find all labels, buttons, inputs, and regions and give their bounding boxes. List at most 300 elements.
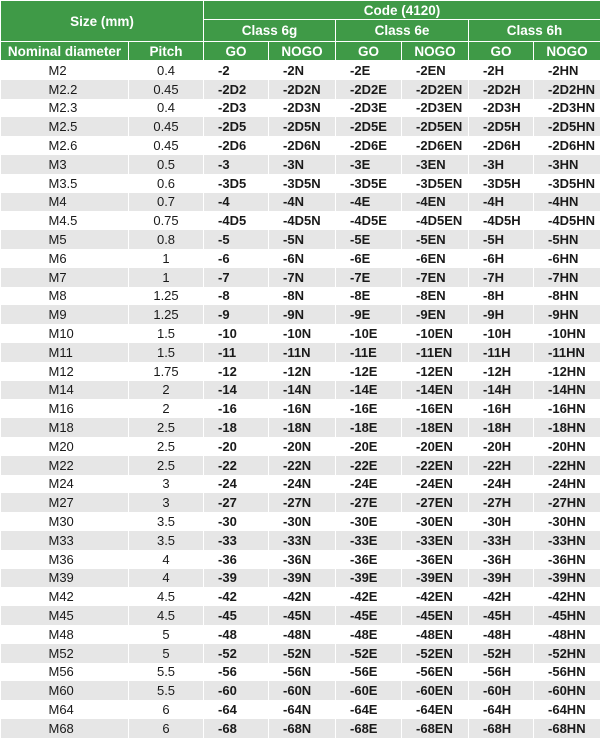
pitch-cell: 5.5 <box>129 681 204 700</box>
nogo-6g-cell: -48N <box>269 625 336 644</box>
go-6g-cell: -14 <box>204 381 269 400</box>
nogo-6h-cell: -12HN <box>534 362 600 381</box>
go-6e-cell: -11E <box>336 343 402 362</box>
nominal-diameter-cell: M24 <box>1 475 129 494</box>
nominal-diameter-cell: M4.5 <box>1 211 129 230</box>
table-row <box>1 569 600 588</box>
nominal-diameter-cell: M8 <box>1 287 129 306</box>
go-6e-cell: -10E <box>336 324 402 343</box>
nogo-6e-cell: -3D5EN <box>402 174 469 193</box>
table-row <box>1 80 600 99</box>
pitch-cell: 0.8 <box>129 230 204 249</box>
nogo-6g-cell: -45N <box>269 606 336 625</box>
nominal-diameter-cell: M56 <box>1 663 129 682</box>
go-6e-cell: -64E <box>336 700 402 719</box>
nominal-diameter-cell: M45 <box>1 606 129 625</box>
table-row <box>1 230 600 249</box>
nogo-6g-cell: -68N <box>269 719 336 738</box>
go-6h-cell: -8H <box>469 287 534 306</box>
nogo-6h-cell: -24HN <box>534 475 600 494</box>
go-6h-cell: -42H <box>469 587 534 606</box>
table-row <box>1 174 600 193</box>
go-6h-cell: -27H <box>469 493 534 512</box>
pitch-cell: 2 <box>129 381 204 400</box>
go-6e-cell: -42E <box>336 587 402 606</box>
go-6h-cell: -22H <box>469 456 534 475</box>
go-6e-cell: -24E <box>336 475 402 494</box>
go-6g-cell: -36 <box>204 550 269 569</box>
nogo-6e-cell: -39EN <box>402 569 469 588</box>
nogo-6e-cell: -27EN <box>402 493 469 512</box>
go-6e-cell: -2E <box>336 61 402 80</box>
nominal-diameter-cell: M2 <box>1 61 129 80</box>
nogo-6h-cell: -52HN <box>534 644 600 663</box>
pitch-cell: 2 <box>129 399 204 418</box>
table-row <box>1 117 600 136</box>
nogo-6e-cell: -4D5EN <box>402 211 469 230</box>
go-6h-cell: -36H <box>469 550 534 569</box>
go-6e-cell: -39E <box>336 569 402 588</box>
nominal-diameter-cell: M60 <box>1 681 129 700</box>
nogo-6g-cell: -2D5N <box>269 117 336 136</box>
pitch-cell: 1.25 <box>129 287 204 306</box>
nogo-6g-cell: -60N <box>269 681 336 700</box>
nominal-diameter-cell: M33 <box>1 531 129 550</box>
nogo-6e-cell: -52EN <box>402 644 469 663</box>
table-row <box>1 155 600 174</box>
nogo-6h-cell: -14HN <box>534 381 600 400</box>
nogo-6e-cell: -16EN <box>402 399 469 418</box>
nogo-6e-cell: -2EN <box>402 61 469 80</box>
nogo-6g-cell: -5N <box>269 230 336 249</box>
go-6h-cell: -2D3H <box>469 99 534 118</box>
nogo-6g-cell: -36N <box>269 550 336 569</box>
go-6g-cell: -11 <box>204 343 269 362</box>
pitch-cell: 1.25 <box>129 305 204 324</box>
go-6g-header: GO <box>204 42 269 61</box>
nogo-6g-cell: -22N <box>269 456 336 475</box>
nogo-6e-cell: -22EN <box>402 456 469 475</box>
go-6e-cell: -12E <box>336 362 402 381</box>
nogo-6g-cell: -16N <box>269 399 336 418</box>
pitch-cell: 0.45 <box>129 117 204 136</box>
go-6h-cell: -30H <box>469 512 534 531</box>
go-6e-cell: -2D6E <box>336 136 402 155</box>
go-6g-cell: -39 <box>204 569 269 588</box>
nominal-diameter-cell: M68 <box>1 719 129 738</box>
go-6g-cell: -2D2 <box>204 80 269 99</box>
nogo-6e-cell: -24EN <box>402 475 469 494</box>
nominal-diameter-cell: M6 <box>1 249 129 268</box>
go-6e-cell: -4D5E <box>336 211 402 230</box>
nominal-diameter-cell: M36 <box>1 550 129 569</box>
pitch-cell: 6 <box>129 700 204 719</box>
table-row <box>1 193 600 212</box>
go-6h-cell: -4H <box>469 193 534 212</box>
table-row <box>1 456 600 475</box>
pitch-cell: 0.45 <box>129 136 204 155</box>
go-6e-cell: -52E <box>336 644 402 663</box>
go-6g-cell: -6 <box>204 249 269 268</box>
nominal-diameter-cell: M3.5 <box>1 174 129 193</box>
go-6e-cell: -68E <box>336 719 402 738</box>
go-6e-cell: -45E <box>336 606 402 625</box>
nogo-6g-cell: -7N <box>269 268 336 287</box>
go-6e-cell: -3E <box>336 155 402 174</box>
nogo-6h-cell: -30HN <box>534 512 600 531</box>
go-6g-cell: -16 <box>204 399 269 418</box>
pitch-cell: 4.5 <box>129 606 204 625</box>
nogo-6h-cell: -27HN <box>534 493 600 512</box>
go-6g-cell: -42 <box>204 587 269 606</box>
table-row <box>1 268 600 287</box>
go-6e-cell: -33E <box>336 531 402 550</box>
pitch-cell: 0.75 <box>129 211 204 230</box>
nogo-6h-cell: -39HN <box>534 569 600 588</box>
go-6h-cell: -9H <box>469 305 534 324</box>
nominal-diameter-cell: M14 <box>1 381 129 400</box>
nogo-6h-cell: -18HN <box>534 418 600 437</box>
table-row <box>1 531 600 550</box>
go-6h-cell: -2D2H <box>469 80 534 99</box>
nogo-6e-cell: -8EN <box>402 287 469 306</box>
pitch-header: Pitch <box>129 42 204 61</box>
code-header: Code (4120) <box>204 1 600 20</box>
nogo-6h-cell: -3HN <box>534 155 600 174</box>
pitch-cell: 1 <box>129 249 204 268</box>
pitch-cell: 2.5 <box>129 456 204 475</box>
go-6g-cell: -9 <box>204 305 269 324</box>
go-6h-cell: -64H <box>469 700 534 719</box>
go-6h-cell: -7H <box>469 268 534 287</box>
go-6e-cell: -18E <box>336 418 402 437</box>
nogo-6e-cell: -12EN <box>402 362 469 381</box>
nogo-6g-cell: -4D5N <box>269 211 336 230</box>
class-6e-header: Class 6e <box>336 20 469 42</box>
table-row <box>1 211 600 230</box>
go-6h-cell: -2D6H <box>469 136 534 155</box>
pitch-cell: 4 <box>129 550 204 569</box>
nominal-diameter-cell: M27 <box>1 493 129 512</box>
table-row <box>1 606 600 625</box>
nogo-6g-cell: -11N <box>269 343 336 362</box>
nogo-6h-cell: -3D5HN <box>534 174 600 193</box>
go-6e-cell: -6E <box>336 249 402 268</box>
go-6h-cell: -33H <box>469 531 534 550</box>
nominal-diameter-cell: M30 <box>1 512 129 531</box>
nogo-6h-cell: -8HN <box>534 287 600 306</box>
table-row <box>1 305 600 324</box>
go-6g-cell: -30 <box>204 512 269 531</box>
table-row <box>1 399 600 418</box>
go-6h-cell: -3H <box>469 155 534 174</box>
go-6e-cell: -8E <box>336 287 402 306</box>
go-6e-cell: -30E <box>336 512 402 531</box>
nogo-6h-cell: -2D6HN <box>534 136 600 155</box>
go-6g-cell: -22 <box>204 456 269 475</box>
nogo-6g-cell: -24N <box>269 475 336 494</box>
go-6g-cell: -60 <box>204 681 269 700</box>
pitch-cell: 3 <box>129 475 204 494</box>
go-6g-cell: -2D6 <box>204 136 269 155</box>
go-6e-cell: -14E <box>336 381 402 400</box>
go-6h-cell: -16H <box>469 399 534 418</box>
nogo-6h-cell: -60HN <box>534 681 600 700</box>
go-6g-cell: -56 <box>204 663 269 682</box>
pitch-cell: 5 <box>129 625 204 644</box>
nogo-6h-cell: -36HN <box>534 550 600 569</box>
go-6h-cell: -12H <box>469 362 534 381</box>
go-6h-cell: -68H <box>469 719 534 738</box>
nogo-6g-cell: -8N <box>269 287 336 306</box>
nogo-6g-cell: -3N <box>269 155 336 174</box>
nominal-diameter-cell: M64 <box>1 700 129 719</box>
go-6e-cell: -7E <box>336 268 402 287</box>
go-6h-cell: -52H <box>469 644 534 663</box>
nogo-6h-cell: -33HN <box>534 531 600 550</box>
nogo-6g-cell: -2D3N <box>269 99 336 118</box>
go-6g-cell: -24 <box>204 475 269 494</box>
nominal-diameter-cell: M20 <box>1 437 129 456</box>
nogo-6e-cell: -9EN <box>402 305 469 324</box>
go-6h-cell: -39H <box>469 569 534 588</box>
go-6h-cell: -45H <box>469 606 534 625</box>
nogo-6e-cell: -10EN <box>402 324 469 343</box>
nogo-6g-cell: -30N <box>269 512 336 531</box>
nogo-6e-cell: -2D6EN <box>402 136 469 155</box>
nogo-6g-cell: -14N <box>269 381 336 400</box>
nogo-6e-cell: -18EN <box>402 418 469 437</box>
go-6g-cell: -10 <box>204 324 269 343</box>
pitch-cell: 6 <box>129 719 204 738</box>
pitch-cell: 1 <box>129 268 204 287</box>
nogo-6e-cell: -48EN <box>402 625 469 644</box>
table-row <box>1 437 600 456</box>
go-6g-cell: -4D5 <box>204 211 269 230</box>
nogo-6e-cell: -11EN <box>402 343 469 362</box>
nominal-diameter-cell: M2.6 <box>1 136 129 155</box>
go-6g-cell: -2D5 <box>204 117 269 136</box>
nogo-6h-cell: -2D5HN <box>534 117 600 136</box>
pitch-cell: 4.5 <box>129 587 204 606</box>
table-row <box>1 700 600 719</box>
nogo-6g-cell: -33N <box>269 531 336 550</box>
nogo-6h-cell: -20HN <box>534 437 600 456</box>
table-body <box>1 61 600 738</box>
go-6g-cell: -48 <box>204 625 269 644</box>
go-6g-cell: -3D5 <box>204 174 269 193</box>
go-6h-cell: -18H <box>469 418 534 437</box>
nogo-6g-header: NOGO <box>269 42 336 61</box>
class-6h-header: Class 6h <box>469 20 600 42</box>
go-6h-cell: -14H <box>469 381 534 400</box>
nominal-diameter-cell: M11 <box>1 343 129 362</box>
go-6g-cell: -5 <box>204 230 269 249</box>
go-6h-cell: -11H <box>469 343 534 362</box>
nominal-diameter-cell: M16 <box>1 399 129 418</box>
pitch-cell: 1.75 <box>129 362 204 381</box>
nogo-6h-cell: -7HN <box>534 268 600 287</box>
pitch-cell: 2.5 <box>129 418 204 437</box>
go-6e-cell: -4E <box>336 193 402 212</box>
go-6g-cell: -4 <box>204 193 269 212</box>
pitch-cell: 5 <box>129 644 204 663</box>
go-6h-cell: -4D5H <box>469 211 534 230</box>
nogo-6h-cell: -48HN <box>534 625 600 644</box>
table-row <box>1 493 600 512</box>
nogo-6h-cell: -22HN <box>534 456 600 475</box>
go-6g-cell: -2D3 <box>204 99 269 118</box>
nogo-6e-cell: -68EN <box>402 719 469 738</box>
table-row <box>1 343 600 362</box>
table-row <box>1 512 600 531</box>
nogo-6h-cell: -11HN <box>534 343 600 362</box>
table-row <box>1 381 600 400</box>
nogo-6g-cell: -18N <box>269 418 336 437</box>
nogo-6h-cell: -2D3HN <box>534 99 600 118</box>
go-6g-cell: -7 <box>204 268 269 287</box>
go-6h-cell: -24H <box>469 475 534 494</box>
nominal-diameter-cell: M9 <box>1 305 129 324</box>
go-6e-cell: -5E <box>336 230 402 249</box>
nominal-diameter-cell: M52 <box>1 644 129 663</box>
nogo-6g-cell: -4N <box>269 193 336 212</box>
nogo-6e-cell: -64EN <box>402 700 469 719</box>
go-6g-cell: -64 <box>204 700 269 719</box>
nogo-6e-cell: -14EN <box>402 381 469 400</box>
pitch-cell: 0.45 <box>129 80 204 99</box>
table-row <box>1 249 600 268</box>
go-6e-cell: -2D3E <box>336 99 402 118</box>
nominal-diameter-cell: M48 <box>1 625 129 644</box>
go-6e-cell: -20E <box>336 437 402 456</box>
go-6h-cell: -6H <box>469 249 534 268</box>
go-6g-cell: -2 <box>204 61 269 80</box>
pitch-cell: 3 <box>129 493 204 512</box>
nominal-diameter-cell: M5 <box>1 230 129 249</box>
nominal-diameter-header: Nominal diameter <box>1 42 129 61</box>
nogo-6e-cell: -42EN <box>402 587 469 606</box>
nogo-6e-cell: -60EN <box>402 681 469 700</box>
nogo-6h-cell: -56HN <box>534 663 600 682</box>
nogo-6g-cell: -2N <box>269 61 336 80</box>
nogo-6e-cell: -6EN <box>402 249 469 268</box>
go-6e-cell: -60E <box>336 681 402 700</box>
nogo-6h-cell: -42HN <box>534 587 600 606</box>
nogo-6g-cell: -3D5N <box>269 174 336 193</box>
go-6h-cell: -2D5H <box>469 117 534 136</box>
go-6e-cell: -9E <box>336 305 402 324</box>
table-row <box>1 625 600 644</box>
table-row <box>1 99 600 118</box>
nominal-diameter-cell: M12 <box>1 362 129 381</box>
table-row <box>1 136 600 155</box>
table-row <box>1 644 600 663</box>
nogo-6g-cell: -9N <box>269 305 336 324</box>
nogo-6e-cell: -2D2EN <box>402 80 469 99</box>
go-6g-cell: -33 <box>204 531 269 550</box>
go-6g-cell: -8 <box>204 287 269 306</box>
nominal-diameter-cell: M39 <box>1 569 129 588</box>
go-6e-cell: -48E <box>336 625 402 644</box>
nogo-6g-cell: -10N <box>269 324 336 343</box>
nogo-6g-cell: -20N <box>269 437 336 456</box>
table-row <box>1 550 600 569</box>
pitch-cell: 3.5 <box>129 531 204 550</box>
nogo-6g-cell: -42N <box>269 587 336 606</box>
nogo-6h-cell: -16HN <box>534 399 600 418</box>
size-header: Size (mm) <box>1 1 204 42</box>
nominal-diameter-cell: M2.3 <box>1 99 129 118</box>
go-6h-cell: -3D5H <box>469 174 534 193</box>
go-6h-cell: -56H <box>469 663 534 682</box>
go-6g-cell: -68 <box>204 719 269 738</box>
table-row <box>1 475 600 494</box>
pitch-cell: 0.7 <box>129 193 204 212</box>
go-6e-cell: -56E <box>336 663 402 682</box>
pitch-cell: 5.5 <box>129 663 204 682</box>
nogo-6h-cell: -4HN <box>534 193 600 212</box>
go-6e-cell: -2D5E <box>336 117 402 136</box>
nogo-6g-cell: -39N <box>269 569 336 588</box>
pitch-cell: 0.4 <box>129 61 204 80</box>
pitch-cell: 0.5 <box>129 155 204 174</box>
nogo-6g-cell: -52N <box>269 644 336 663</box>
nogo-6e-cell: -2D5EN <box>402 117 469 136</box>
nogo-6e-cell: -4EN <box>402 193 469 212</box>
class-6g-header: Class 6g <box>204 20 336 42</box>
nogo-6h-cell: -68HN <box>534 719 600 738</box>
nominal-diameter-cell: M7 <box>1 268 129 287</box>
table-row <box>1 362 600 381</box>
pitch-cell: 0.4 <box>129 99 204 118</box>
table-row <box>1 61 600 80</box>
nominal-diameter-cell: M3 <box>1 155 129 174</box>
nogo-6g-cell: -2D2N <box>269 80 336 99</box>
pitch-cell: 1.5 <box>129 343 204 362</box>
table-row <box>1 587 600 606</box>
table-row <box>1 663 600 682</box>
nogo-6e-cell: -20EN <box>402 437 469 456</box>
nominal-diameter-cell: M42 <box>1 587 129 606</box>
go-6h-cell: -48H <box>469 625 534 644</box>
nominal-diameter-cell: M2.5 <box>1 117 129 136</box>
nogo-6g-cell: -12N <box>269 362 336 381</box>
nogo-6h-cell: -4D5HN <box>534 211 600 230</box>
go-6g-cell: -20 <box>204 437 269 456</box>
go-6h-cell: -2H <box>469 61 534 80</box>
go-6h-cell: -5H <box>469 230 534 249</box>
nogo-6g-cell: -64N <box>269 700 336 719</box>
go-6e-cell: -3D5E <box>336 174 402 193</box>
table-row <box>1 719 600 738</box>
pitch-cell: 1.5 <box>129 324 204 343</box>
nogo-6e-cell: -2D3EN <box>402 99 469 118</box>
nogo-6g-cell: -2D6N <box>269 136 336 155</box>
nogo-6g-cell: -56N <box>269 663 336 682</box>
nogo-6e-cell: -36EN <box>402 550 469 569</box>
go-6g-cell: -12 <box>204 362 269 381</box>
nominal-diameter-cell: M10 <box>1 324 129 343</box>
table-row <box>1 324 600 343</box>
go-6e-cell: -36E <box>336 550 402 569</box>
pitch-cell: 2.5 <box>129 437 204 456</box>
nominal-diameter-cell: M2.2 <box>1 80 129 99</box>
table-row <box>1 287 600 306</box>
nogo-6h-cell: -5HN <box>534 230 600 249</box>
go-6h-cell: -10H <box>469 324 534 343</box>
nogo-6h-cell: -64HN <box>534 700 600 719</box>
